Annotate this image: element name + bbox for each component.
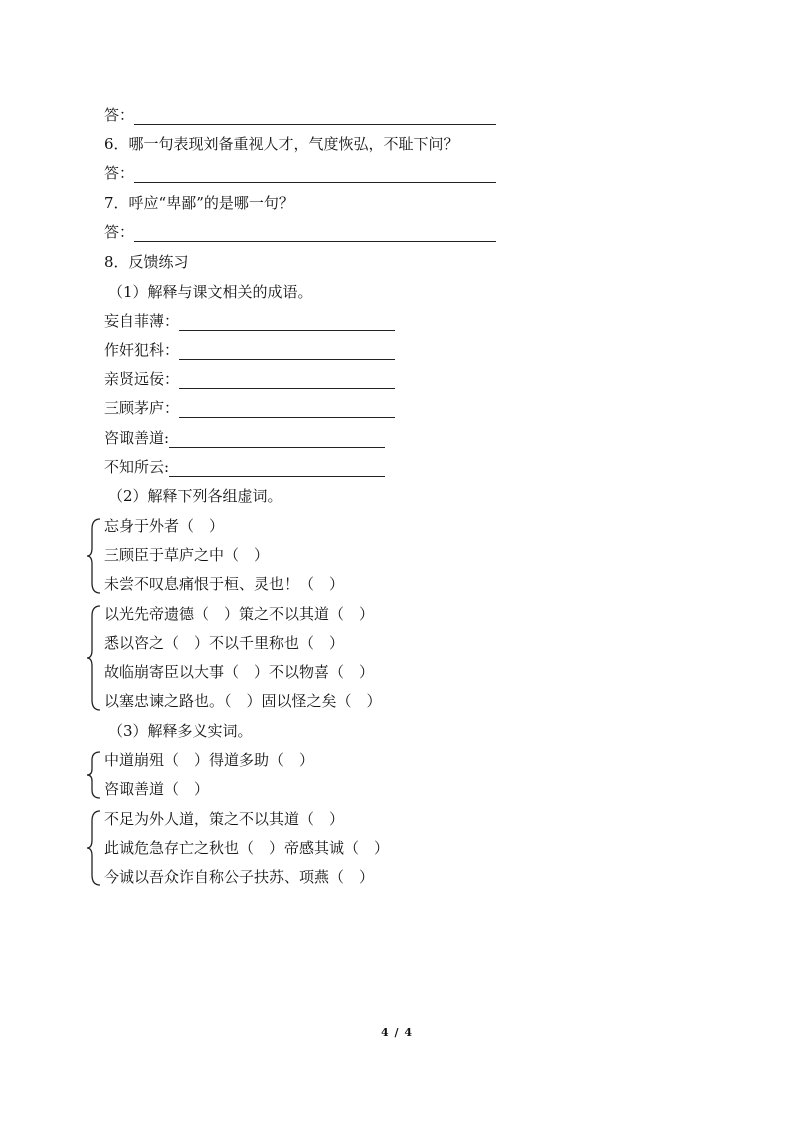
answer-label: 答： — [104, 164, 135, 182]
idiom-row — [104, 311, 395, 331]
content-word-item: 此诚危急存亡之秋也（ ）帝感其诚（ ） — [104, 839, 390, 857]
q7-answer-blank[interactable] — [134, 225, 496, 242]
idiom-answer-blank[interactable] — [179, 343, 395, 360]
q8-part1-title: （1）解释与课文相关的成语。 — [108, 283, 313, 301]
answer-label: 答： — [104, 223, 135, 241]
idiom-answer-blank[interactable] — [179, 372, 395, 389]
q7-question: 7．呼应“卑鄙”的是哪一句？ — [104, 194, 294, 212]
page-number: 4 / 4 — [381, 1026, 413, 1039]
q5-answer-row — [104, 105, 496, 125]
q8-part2-title: （2）解释下列各组虚词。 — [108, 487, 283, 505]
q6-question: 6．哪一句表现刘备重视人才，气度恢弘，不耻下问？ — [104, 135, 459, 153]
idiom-row — [104, 398, 395, 418]
curly-brace-icon — [86, 750, 104, 800]
q8-title: 8．反馈练习 — [104, 253, 189, 271]
function-word-item: 忘身于外者（ ） — [104, 517, 225, 535]
content-word-item: 咨诹善道（ ） — [104, 780, 210, 798]
function-word-item: 以塞忠谏之路也。（ ）固以怪之矣（ ） — [104, 692, 382, 710]
idiom-label: 亲贤远佞： — [104, 370, 180, 388]
curly-brace-icon — [86, 604, 104, 712]
q5-answer-blank[interactable] — [134, 108, 496, 125]
function-word-item: 故临崩寄臣以大事（ ）不以物喜（ ） — [104, 663, 375, 681]
idiom-row — [104, 369, 395, 389]
content-word-item: 中道崩殂（ ）得道多助（ ） — [104, 751, 315, 769]
idiom-row — [104, 428, 385, 448]
idiom-answer-blank[interactable] — [169, 460, 385, 477]
content-word-item: 不足为外人道，策之不以其道（ ） — [104, 810, 345, 828]
idiom-row — [104, 457, 385, 477]
answer-label: 答： — [104, 106, 135, 124]
q8-part3-title: （3）解释多义实词。 — [108, 722, 253, 740]
idiom-answer-blank[interactable] — [169, 431, 385, 448]
function-word-item: 以光先帝遗德（ ）策之不以其道（ ） — [104, 605, 375, 623]
q7-answer-row — [104, 222, 496, 242]
q6-answer-row — [104, 163, 496, 183]
function-word-item: 三顾臣于草庐之中（ ） — [104, 546, 270, 564]
content-word-item: 今诚以吾众诈自称公子扶苏、项燕（ ） — [104, 868, 375, 886]
idiom-label: 三顾茅庐： — [104, 399, 180, 417]
idiom-answer-blank[interactable] — [179, 314, 395, 331]
curly-brace-icon — [86, 809, 104, 887]
function-word-item: 未尝不叹息痛恨于桓、灵也！（ ） — [104, 575, 345, 593]
idiom-label: 作奸犯科： — [104, 341, 180, 359]
curly-brace-icon — [86, 517, 104, 595]
idiom-label: 咨诹善道: — [104, 429, 170, 447]
idiom-label: 妄自菲薄： — [104, 312, 180, 330]
idiom-answer-blank[interactable] — [179, 401, 395, 418]
function-word-item: 悉以咨之（ ）不以千里称也（ ） — [104, 634, 345, 652]
idiom-row — [104, 340, 395, 360]
q6-answer-blank[interactable] — [134, 166, 496, 183]
idiom-label: 不知所云: — [104, 458, 170, 476]
